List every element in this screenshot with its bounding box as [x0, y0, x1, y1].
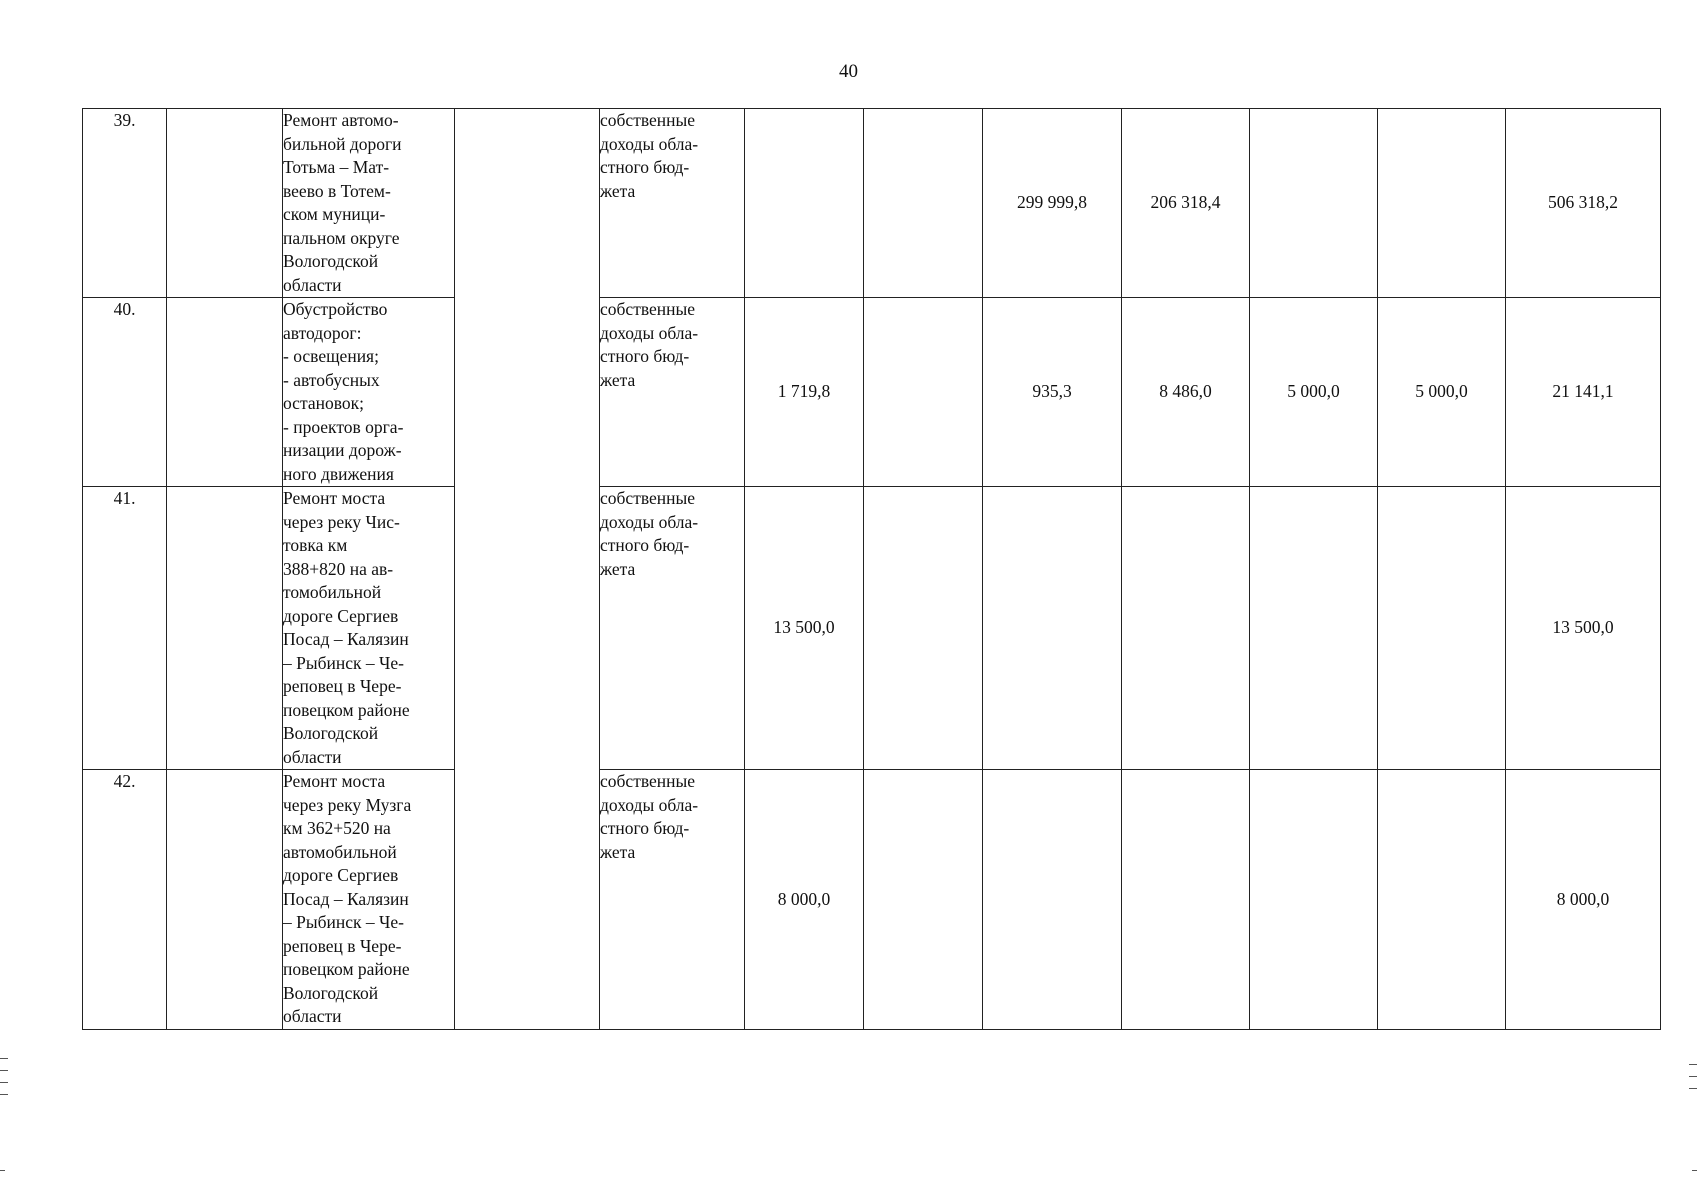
value-col-5: [1250, 770, 1378, 1030]
scan-margin-mark: [1689, 1088, 1697, 1089]
value-col-1: [745, 109, 864, 298]
value-col-5: [1250, 109, 1378, 298]
empty-cell: [167, 298, 283, 487]
table-row: [83, 770, 1661, 1030]
total-value: 8 000,0: [1506, 770, 1661, 1030]
empty-cell: [167, 109, 283, 298]
value-col-5: [1250, 487, 1378, 770]
value-col-3: 299 999,8: [983, 109, 1122, 298]
row-number: 42.: [83, 770, 167, 1030]
budget-table-container: [82, 108, 1660, 1026]
scan-margin-mark: [0, 1170, 5, 1171]
value-col-6: [1378, 487, 1506, 770]
value-col-2: [864, 298, 983, 487]
funding-source: собственные доходы обла- стного бюд- жета: [600, 487, 745, 770]
measure-name: Ремонт моста через реку Музга км 362+520 на автомобильной дороге Сергиев Посад – Калязин – Рыбинск – Че- реповец в Чере- повецком районе Вологодской области: [283, 770, 455, 1030]
row-number: 41.: [83, 487, 167, 770]
table-row: [83, 487, 1661, 770]
scan-margin-mark: [0, 1070, 8, 1071]
table-row: [83, 298, 1661, 487]
value-col-4: [1122, 770, 1250, 1030]
scan-margin-mark: [1692, 1170, 1697, 1171]
value-col-4: [1122, 487, 1250, 770]
scan-margin-mark: [1689, 1076, 1697, 1077]
funding-source: собственные доходы обла- стного бюд- жета: [600, 298, 745, 487]
total-value: 506 318,2: [1506, 109, 1661, 298]
empty-cell: [167, 770, 283, 1030]
value-col-3: 935,3: [983, 298, 1122, 487]
funding-source: собственные доходы обла- стного бюд- жета: [600, 770, 745, 1030]
scan-margin-mark: [0, 1058, 8, 1059]
measure-name: Ремонт автомо- бильной дороги Тотьма – Мат- веево в Тотем- ском муници- пальном округе Вологодской области: [283, 109, 455, 298]
value-col-2: [864, 109, 983, 298]
value-col-2: [864, 487, 983, 770]
row-number: 40.: [83, 298, 167, 487]
value-col-4: 8 486,0: [1122, 298, 1250, 487]
value-col-6: [1378, 109, 1506, 298]
value-col-1: 1 719,8: [745, 298, 864, 487]
value-col-4: 206 318,4: [1122, 109, 1250, 298]
value-col-6: [1378, 770, 1506, 1030]
value-col-3: [983, 770, 1122, 1030]
value-col-5: 5 000,0: [1250, 298, 1378, 487]
total-value: 13 500,0: [1506, 487, 1661, 770]
measure-name: Обустройство автодорог: - освещения; - автобусных остановок; - проектов орга- низации дорож- ного движения: [283, 298, 455, 487]
value-col-1: 8 000,0: [745, 770, 864, 1030]
measure-name: Ремонт моста через реку Чис- товка км 388+820 на ав- томобильной дороге Сергиев Посад – Калязин – Рыбинск – Че- реповец в Чере- повецком районе Вологодской области: [283, 487, 455, 770]
table-row: [83, 109, 1661, 298]
empty-cell: [167, 487, 283, 770]
scan-margin-mark: [0, 1094, 8, 1095]
funding-source: собственные доходы обла- стного бюд- жета: [600, 109, 745, 298]
row-number: 39.: [83, 109, 167, 298]
budget-table: [82, 108, 1661, 1030]
total-value: 21 141,1: [1506, 298, 1661, 487]
value-col-1: 13 500,0: [745, 487, 864, 770]
scan-margin-mark: [1689, 1064, 1697, 1065]
value-col-3: [983, 487, 1122, 770]
value-col-6: 5 000,0: [1378, 298, 1506, 487]
value-col-2: [864, 770, 983, 1030]
scan-margin-mark: [0, 1082, 8, 1083]
page-number: 40: [839, 61, 858, 82]
merged-empty-cell: [455, 109, 600, 1030]
